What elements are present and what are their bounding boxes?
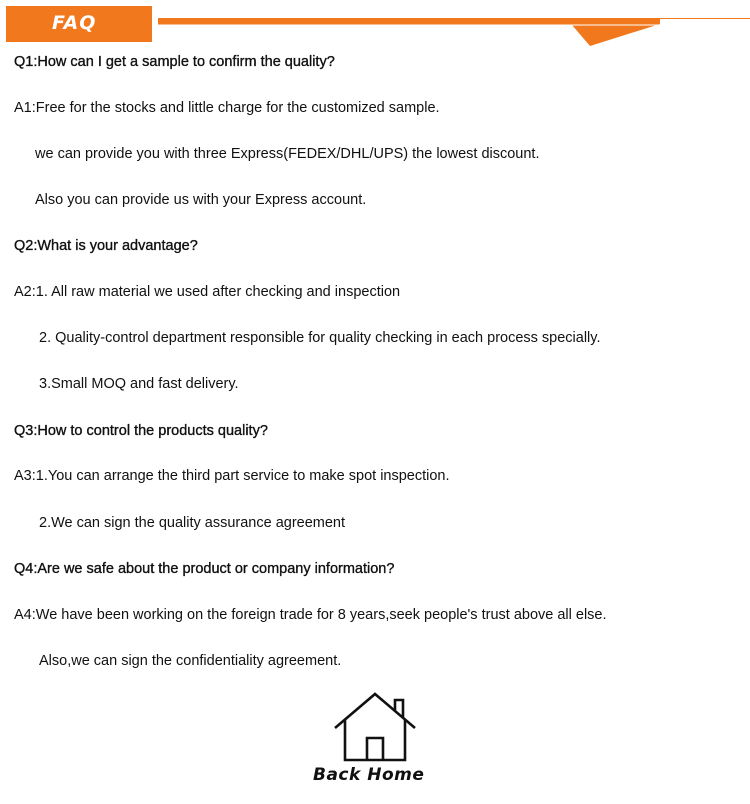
faq-question-3: Q3:How to control the products quality? xyxy=(14,423,268,439)
faq-question-4: Q4:Are we safe about the product or company information? xyxy=(14,561,395,577)
faq-answer-2-line-2: 2. Quality-control department responsible for quality checking in each process specially. xyxy=(39,330,601,346)
faq-answer-2-line-3: 3.Small MOQ and fast delivery. xyxy=(39,376,239,392)
faq-answer-1-line-1: A1:Free for the stocks and little charge for the customized sample. xyxy=(14,100,440,116)
faq-answer-3-line-2: 2.We can sign the quality assurance agreement xyxy=(39,515,346,531)
faq-answer-3-line-1: A3:1.You can arrange the third part service to make spot inspection. xyxy=(14,468,450,484)
faq-answer-4-line-1: A4:We have been working on the foreign trade for 8 years,seek people's trust above all else. xyxy=(14,607,607,623)
faq-question-1: Q1:How can I get a sample to confirm the quality? xyxy=(14,54,335,70)
faq-answer-4-line-2: Also,we can sign the confidentiality agreement. xyxy=(39,653,342,669)
house-icon xyxy=(305,690,445,765)
faq-answer-2-line-1: A2:1. All raw material we used after checking and inspection xyxy=(14,284,401,300)
faq-header xyxy=(0,0,750,50)
faq-answer-1-line-3: Also you can provide us with your Express account. xyxy=(35,192,367,208)
faq-answer-1-line-2: we can provide you with three Express(FEDEX/DHL/UPS) the lowest discount. xyxy=(35,146,540,162)
faq-question-2: Q2:What is your advantage? xyxy=(14,238,198,254)
back-home-label[interactable]: Back Home xyxy=(313,765,425,785)
faq-title: FAQ xyxy=(52,12,97,34)
